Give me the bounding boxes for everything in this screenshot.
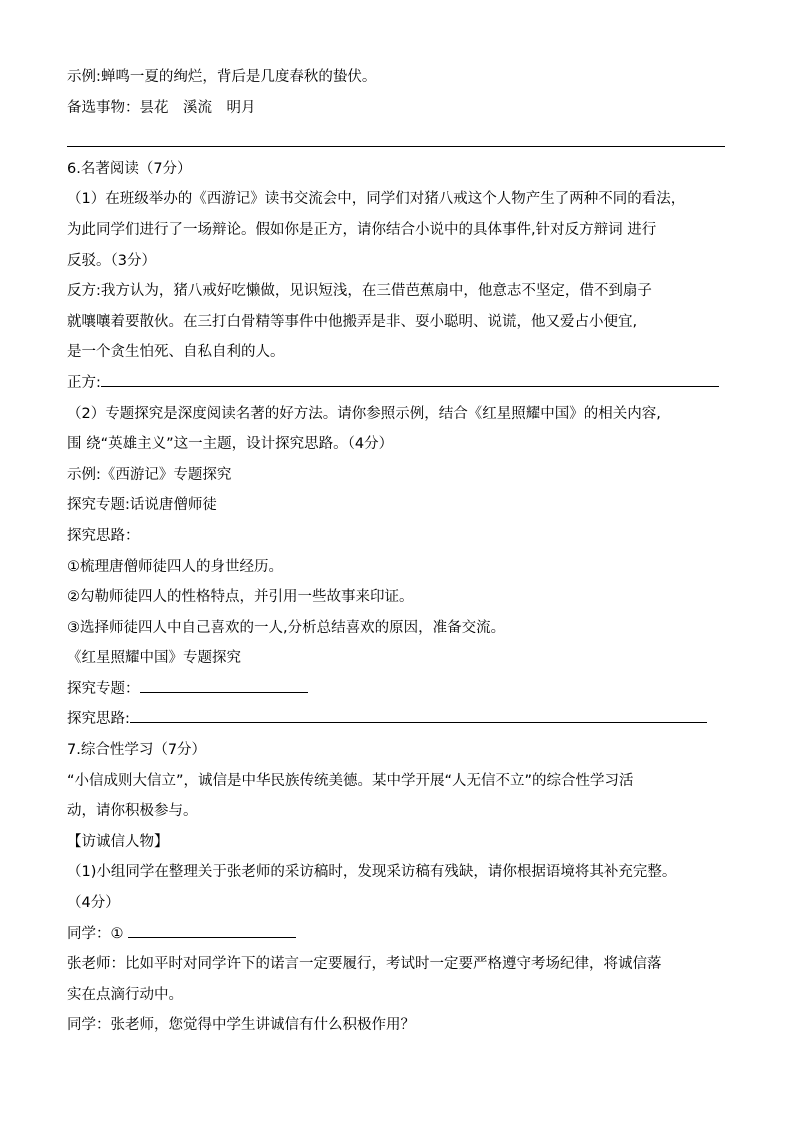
example-sentence: 示例:蝉鸣一夏的绚烂，背后是几度春秋的蛰伏。	[67, 69, 377, 85]
proponent-label: 正方:	[67, 374, 101, 391]
example-step-1: ①梳理唐僧师徒四人的身世经历。	[67, 558, 283, 575]
q6-part2-line2: 围 绕“英雄主义”这一主题，设计探究思路。（4分）	[67, 436, 394, 453]
teacher-reply-line2: 实在点滴行动中。	[67, 986, 183, 1003]
teacher-reply-line1: 张老师：比如平时对同学许下的诺言一定要履行，考试时一定要严格遵守考场纪律，将诚信落	[67, 956, 662, 973]
q7-part1-line1: （1)小组同学在整理关于张老师的采访稿时，发现采访稿有残缺，请你根据语境将其补充完整。	[67, 864, 677, 881]
red-star-topic-row	[67, 674, 725, 705]
q6-part1-line1: （1）在班级举办的《西游记》读书交流会中，同学们对猪八戒这个人物产生了两种不同的看法，	[67, 191, 686, 208]
document-page	[67, 62, 725, 1041]
example-step-2: ②勾勒师徒四人的性格特点，并引用一些故事来印证。	[67, 589, 414, 606]
question-7-title: 7.综合性学习（7分）	[67, 742, 207, 759]
path-answer-blank[interactable]	[130, 704, 707, 723]
q7-intro-line2: 动，请你积极参与。	[67, 803, 198, 820]
q7-intro-line1: “小信成则大信立”，诚信是中华民族传统美德。某中学开展“人无信不立”的综合性学习活	[67, 772, 634, 789]
student-question-2: 同学：张老师，您觉得中学生讲诚信有什么积极作用？	[67, 1017, 415, 1034]
student-question-1-blank[interactable]	[128, 919, 296, 938]
example-path-label: 探究思路：	[67, 527, 140, 544]
q7-part1-line2: （4分）	[67, 895, 120, 912]
example-topic: 探究专题:话说唐僧师徒	[67, 497, 217, 514]
proponent-answer-row	[67, 368, 725, 399]
example-title: 示例:《西游记》专题探究	[67, 466, 232, 483]
q6-part2-line1: （2）专题探究是深度阅读名著的好方法。请你参照示例，结合《红星照耀中国》的相关内容,	[67, 405, 661, 422]
question-6-title: 6.名著阅读（7分）	[67, 160, 192, 177]
opponent-argument-line3: 是一个贪生怕死、自私自利的人。	[67, 344, 285, 361]
student-label-1: 同学：①	[67, 925, 124, 942]
path-label: 探究思路:	[67, 711, 130, 728]
q6-part1-line3: 反驳。（3分）	[67, 252, 156, 269]
topic-label: 探究专题：	[67, 680, 140, 697]
red-star-title: 《红星照耀中国》专题探究	[67, 650, 241, 667]
opponent-argument-line2: 就嚷嚷着要散伙。在三打白骨精等事件中他搬弄是非、耍小聪明、说谎，他又爱占小便宜,	[67, 313, 638, 330]
q6-part1-line2: 为此同学们进行了一场辩论。假如你是正方，请你结合小说中的具体事件,针对反方辩词 进行	[67, 221, 657, 238]
red-star-path-row	[67, 704, 725, 735]
student-question-1-row	[67, 919, 725, 950]
candidate-items: 备选事物：昙花 溪流 明月	[67, 99, 256, 116]
topic-answer-blank[interactable]	[140, 674, 308, 693]
opponent-argument-line1: 反方:我方认为，猪八戒好吃懒做，见识短浅，在三借芭蕉扇中，他意志不坚定，借不到扇子	[67, 283, 652, 300]
q7-section-heading: 【访诚信人物】	[67, 833, 169, 850]
proponent-answer-blank[interactable]	[101, 368, 719, 387]
example-step-3: ③选择师徒四人中自己喜欢的一人,分析总结喜欢的原因，准备交流。	[67, 619, 506, 636]
answer-blank-line[interactable]	[67, 123, 725, 147]
